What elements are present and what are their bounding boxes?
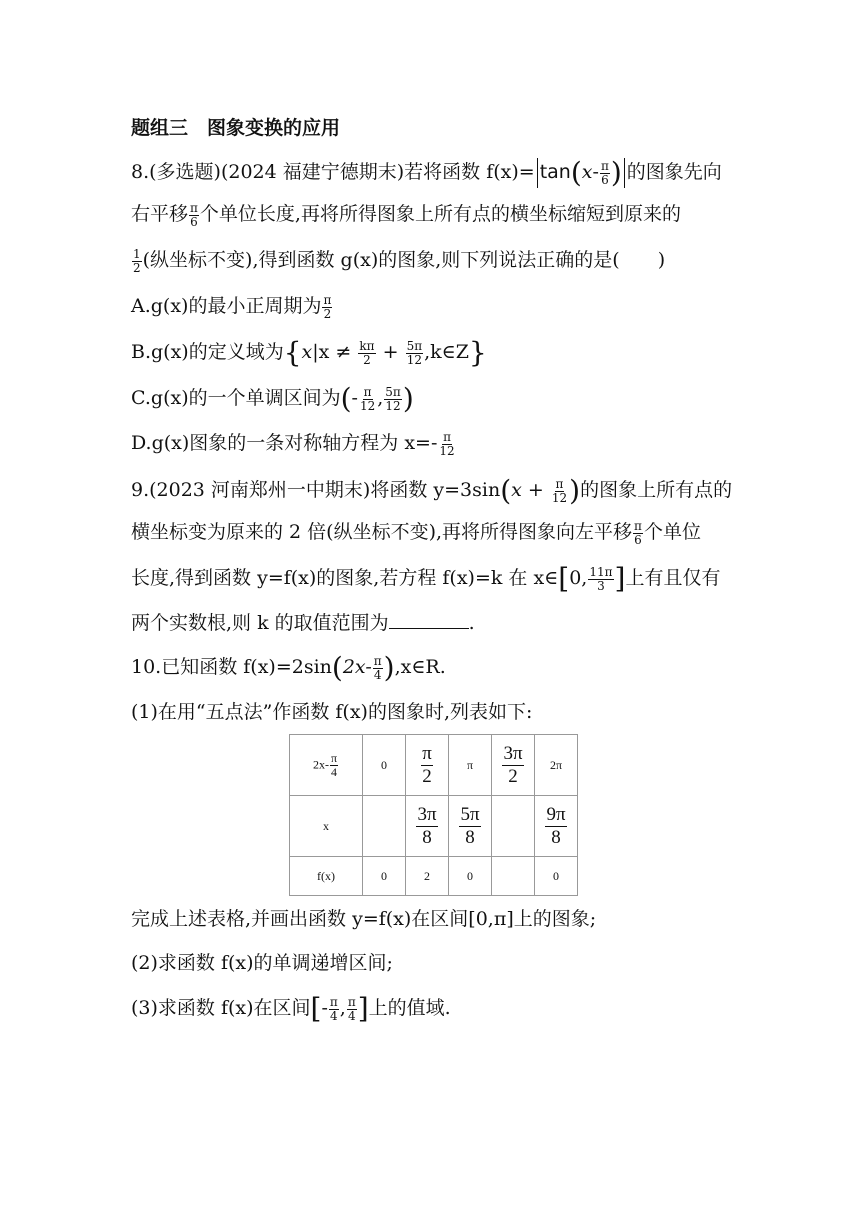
paren-right: ) xyxy=(569,474,581,507)
q10-part3-tail: 上的值域. xyxy=(368,997,451,1019)
set-condition: |x ≠ xyxy=(312,341,358,363)
q8-text-intro: 8.(多选题)(2024 福建宁德期末)若将函数 f(x)= xyxy=(131,161,535,183)
q8-line-2 xyxy=(131,199,681,229)
frac-pi-over-4: $\frac{\pi}{4}$ xyxy=(347,994,356,1023)
frac-pi-over-12: $\frac{\pi}{12}$ xyxy=(359,384,376,413)
frac-kpi-over-2: $\frac{k\pi}{2}$ xyxy=(359,338,375,367)
table-cell xyxy=(406,796,449,857)
table-cell-empty[interactable] xyxy=(363,796,406,857)
table-cell: 0 xyxy=(449,857,492,896)
var-x: x xyxy=(581,161,593,183)
paren-left: ( xyxy=(340,382,352,415)
tan-text: tan xyxy=(539,161,571,183)
q10-line-1 xyxy=(131,652,446,683)
comma: , xyxy=(377,387,384,409)
period: . xyxy=(468,612,475,634)
q8-option-b xyxy=(131,337,487,368)
q10-part-2: (2)求函数 f(x)的单调递增区间; xyxy=(131,952,393,974)
comma: , xyxy=(339,997,346,1019)
paren-left: ( xyxy=(331,651,343,684)
table-row xyxy=(290,796,578,857)
interval-start: 0, xyxy=(569,567,588,589)
set-tail: ,k∈Z xyxy=(424,341,469,363)
frac-pi-over-2: $\frac{\pi}{2}$ xyxy=(422,742,432,787)
frac-pi-over-12: $\frac{\pi}{12}$ xyxy=(551,476,568,505)
option-d-text: D.g(x)图象的一条对称轴方程为 x=- xyxy=(131,432,438,454)
table-row xyxy=(290,857,578,896)
table-cell-empty[interactable] xyxy=(492,857,535,896)
paren-right: ) xyxy=(383,651,395,684)
minus-sign: - xyxy=(592,161,599,183)
frac-3pi-over-2: $\frac{3\pi}{2}$ xyxy=(503,742,523,787)
frac-3pi-over-8: $\frac{3\pi}{8}$ xyxy=(417,803,437,848)
brace-right: } xyxy=(468,336,487,369)
table-row xyxy=(290,735,578,796)
q8-line-1 xyxy=(131,157,722,188)
q10-after-table: 完成上述表格,并画出函数 y=f(x)在区间[0,π]上的图象; xyxy=(131,908,597,930)
q10-intro-text: 10.已知函数 f(x)=2sin xyxy=(131,656,332,678)
table-cell: x xyxy=(290,796,363,857)
frac-5pi-over-8: $\frac{5\pi}{8}$ xyxy=(460,803,480,848)
frac-11pi-over-3: $\frac{11\pi}{3}$ xyxy=(589,564,613,593)
q8-scale-text: 个单位长度,再将所得图象上所有点的横坐标缩短到原来的 xyxy=(199,203,681,225)
table-cell: π xyxy=(449,735,492,796)
table-cell xyxy=(406,735,449,796)
table-cell: 2 xyxy=(406,857,449,896)
frac-9pi-over-8: $\frac{9\pi}{8}$ xyxy=(546,803,566,848)
q9-equation-text: 长度,得到函数 y=f(x)的图象,若方程 f(x)=k 在 x∈ xyxy=(131,567,559,589)
section-heading: 题组三 图象变换的应用 xyxy=(131,117,341,139)
q9-intro-text: 9.(2023 河南郑州一中期末)将函数 y=3sin xyxy=(131,479,501,501)
paren-left: ( xyxy=(500,474,512,507)
table-cell: 0 xyxy=(363,857,406,896)
abs-bar-left xyxy=(537,158,538,188)
q8-line-3 xyxy=(131,245,665,275)
table-cell xyxy=(290,735,363,796)
two-x-minus: 2x- xyxy=(342,656,372,678)
q10-domain-text: ,x∈R. xyxy=(394,656,446,678)
table-cell xyxy=(535,796,578,857)
bracket-left: [ xyxy=(558,562,570,595)
minus-sign: - xyxy=(321,997,328,1019)
plus-sign: + xyxy=(376,341,405,363)
frac-5pi-over-12: $\frac{5\pi}{12}$ xyxy=(385,384,401,413)
paren-right: ) xyxy=(610,156,622,189)
frac-pi-over-4: $\frac{\pi}{4}$ xyxy=(330,750,338,779)
q10-part-1: (1)在用“五点法”作函数 f(x)的图象时,列表如下: xyxy=(131,701,533,723)
q9-tail-text: 的图象上所有点的 xyxy=(580,479,733,501)
table-cell: 0 xyxy=(535,857,578,896)
bracket-left: [ xyxy=(310,992,322,1025)
q8-shift-text: 右平移 xyxy=(131,203,189,225)
q9-ask-text: 两个实数根,则 k 的取值范围为 xyxy=(131,612,389,634)
q9-condition-text: 上有且仅有 xyxy=(625,567,721,589)
q9-transform-text: 横坐标变为原来的 2 倍(纵坐标不变),再将所得图象向左平移 xyxy=(131,521,633,543)
paren-left: ( xyxy=(570,156,582,189)
bracket-right: ] xyxy=(357,992,369,1025)
q9-line-1 xyxy=(131,475,732,506)
q10-part3-text: (3)求函数 f(x)在区间 xyxy=(131,997,311,1019)
frac-pi-over-2: $\frac{\pi}{2}$ xyxy=(323,292,332,321)
five-point-table xyxy=(289,734,578,896)
option-b-text: B.g(x)的定义域为 xyxy=(131,341,284,363)
row-label: 2x- xyxy=(312,756,329,771)
frac-5pi-over-12: $\frac{5\pi}{12}$ xyxy=(406,338,423,367)
minus-sign: - xyxy=(351,387,358,409)
brace-left: { xyxy=(283,336,302,369)
frac-one-half: $\frac{1}{2}$ xyxy=(133,246,141,275)
answer-blank[interactable] xyxy=(389,610,469,629)
q8-option-c xyxy=(131,383,414,414)
abs-bar-right xyxy=(624,158,625,188)
frac-pi-over-4: $\frac{\pi}{4}$ xyxy=(329,994,338,1023)
option-a-text: A.g(x)的最小正周期为 xyxy=(131,295,322,317)
q8-question-text: (纵坐标不变),得到函数 g(x)的图象,则下列说法正确的是( ) xyxy=(142,249,666,271)
table-cell: f(x) xyxy=(290,857,363,896)
q8-option-d xyxy=(131,428,457,458)
table-cell: 2π xyxy=(535,735,578,796)
paren-right: ) xyxy=(402,382,414,415)
table-cell xyxy=(449,796,492,857)
frac-pi-over-6: $\frac{\pi}{6}$ xyxy=(600,158,609,187)
q9-line-3 xyxy=(131,563,720,594)
q9-line-4 xyxy=(131,608,475,638)
q9-line-2 xyxy=(131,517,701,547)
q8-text-tail: 的图象先向 xyxy=(626,161,722,183)
var-x: x xyxy=(301,341,313,363)
frac-pi-over-6-shift: $\frac{\pi}{6}$ xyxy=(190,200,198,229)
table-cell-empty[interactable] xyxy=(492,796,535,857)
x-plus: x + xyxy=(511,479,550,501)
table-cell: 0 xyxy=(363,735,406,796)
q10-part-3 xyxy=(131,993,451,1024)
frac-pi-over-12: $\frac{\pi}{12}$ xyxy=(439,429,455,458)
option-c-text: C.g(x)的一个单调区间为 xyxy=(131,387,341,409)
q8-option-a xyxy=(131,291,333,321)
q9-unit-text: 个单位 xyxy=(643,521,701,543)
frac-pi-over-4: $\frac{\pi}{4}$ xyxy=(373,653,382,682)
table-cell xyxy=(492,735,535,796)
bracket-right: ] xyxy=(614,562,626,595)
frac-pi-over-6: $\frac{\pi}{6}$ xyxy=(634,518,642,547)
